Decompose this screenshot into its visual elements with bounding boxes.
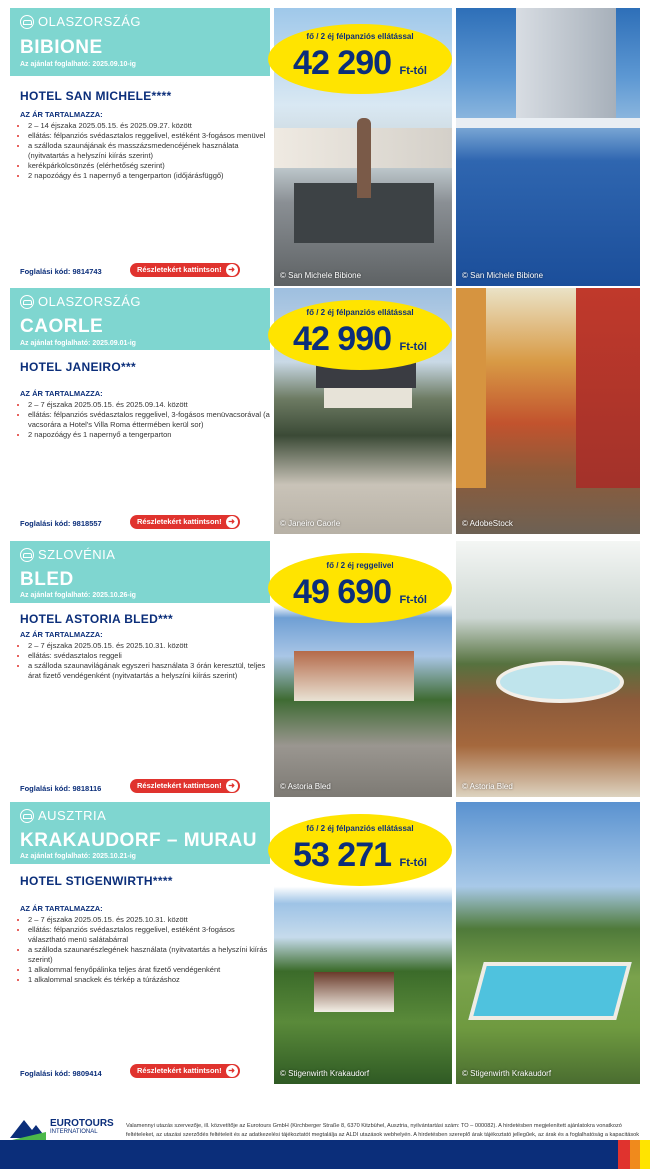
offer-card-caorle bbox=[0, 288, 650, 535]
includes-list bbox=[18, 641, 273, 681]
validity-text: Az ajánlat foglalható: 2025.09.01-ig bbox=[20, 340, 136, 347]
includes-title: AZ ÁR TARTALMAZZA: bbox=[20, 630, 103, 639]
validity-text: Az ajánlat foglalható: 2025.09.10-ig bbox=[20, 61, 136, 68]
list-item: • ellátás: félpanziós svédasztalos reggelivel, estéként 3-fogásos választható menü salátabárral bbox=[28, 925, 273, 945]
validity-text: Az ajánlat foglalható: 2025.10.26-ig bbox=[20, 592, 136, 599]
list-item: • 1 alkalommal snackek és térkép a túrázáshoz bbox=[28, 975, 273, 985]
list-item: • a szálloda szaunarészlegének használata (nyitvatartás a helyszíni kiírás szerint) bbox=[28, 945, 273, 965]
includes-title: AZ ÁR TARTALMAZZA: bbox=[20, 110, 103, 119]
includes-title: AZ ÁR TARTALMAZZA: bbox=[20, 904, 103, 913]
price-subtitle: fő / 2 éj félpanziós ellátással bbox=[306, 32, 414, 41]
photo-credit: © Astoria Bled bbox=[280, 782, 331, 791]
price-subtitle: fő / 2 éj félpanziós ellátással bbox=[306, 824, 414, 833]
brand-stripe-accent bbox=[612, 1140, 650, 1169]
list-item: • 1 alkalommal fenyőpálinka teljes árat fizető vendégenként bbox=[28, 965, 273, 975]
price-badge bbox=[268, 300, 452, 370]
hotel-name: HOTEL STIGENWIRTH**** bbox=[20, 874, 173, 888]
list-item: • 2 – 7 éjszaka 2025.05.15. és 2025.10.31. között bbox=[28, 641, 273, 651]
list-item: • ellátás: félpanziós svédasztalos reggelivel, 3-fogásos menüvacsorával (a vacsorára a Hotel's Villa Roma éttermében kerül sor) bbox=[28, 410, 273, 430]
includes-list bbox=[18, 915, 273, 985]
photo-credit: © San Michele Bibione bbox=[280, 271, 362, 280]
arrow-right-icon: ➜ bbox=[226, 516, 238, 528]
includes-list bbox=[18, 121, 273, 181]
photo-credit: © Astoria Bled bbox=[462, 782, 513, 791]
hotel-photo-2 bbox=[456, 288, 640, 534]
photo-credit: © Janeiro Caorle bbox=[280, 519, 341, 528]
photo-credit: © San Michele Bibione bbox=[462, 271, 544, 280]
arrow-right-icon: ➜ bbox=[226, 780, 238, 792]
logo-name: EUROTOURS bbox=[50, 1118, 114, 1129]
list-item: • kerékpárkölcsönzés (elérhetőség szerint) bbox=[28, 161, 273, 171]
car-icon bbox=[20, 295, 34, 309]
mountain-logo-icon bbox=[10, 1116, 46, 1140]
brand-stripe bbox=[0, 1140, 612, 1169]
photo-credit: © AdobeStock bbox=[462, 519, 513, 528]
city-title: BLED bbox=[20, 569, 74, 590]
country-label: SZLOVÉNIA bbox=[20, 547, 115, 562]
car-icon bbox=[20, 809, 34, 823]
logo-sub: INTERNATIONAL bbox=[50, 1129, 98, 1135]
photo-credit: © Stigenwirth Krakaudorf bbox=[280, 1069, 370, 1078]
price-badge bbox=[268, 24, 452, 94]
hotel-name: HOTEL JANEIRO*** bbox=[20, 360, 136, 374]
legal-text: Valamennyi utazás szervezője, ill. közvetítője az Eurotours GmbH (Kirchberger Straße 8, 6370 Kitzbühel, Ausztria, nyilvántartási szám: TO – 000082). A hirdetésben megjelenített ajánlatokra vonatkozó feltételeket, az utazási szerződés feltételeit és az adatkezelési tájékoztatót megtalálja az ALDI utazások webhelyén. A hirdetésben szereplő árak tájékoztató jellegűek, az árak és a foglalhatóság a kapacitások bbox=[126, 1123, 640, 1138]
includes-title: AZ ÁR TARTALMAZZA: bbox=[20, 389, 103, 398]
hotel-name: HOTEL ASTORIA BLED*** bbox=[20, 612, 173, 626]
price-value: 53 271 Ft-tól bbox=[293, 836, 427, 874]
city-title: CAORLE bbox=[20, 316, 104, 337]
hotel-photo-2 bbox=[456, 541, 640, 797]
country-label: OLASZORSZÁG bbox=[20, 294, 141, 309]
includes-list bbox=[18, 400, 273, 440]
photo-credit: © Stigenwirth Krakaudorf bbox=[462, 1069, 552, 1078]
hotel-photo-2 bbox=[456, 8, 640, 286]
country-label: OLASZORSZÁG bbox=[20, 14, 141, 29]
price-value: 49 690 Ft-tól bbox=[293, 573, 427, 611]
city-title: KRAKAUDORF – MURAU bbox=[20, 830, 257, 851]
list-item: • 2 napozóágy és 1 napernyő a tengerparton (időjárásfüggő) bbox=[28, 171, 273, 181]
offer-card-bibione bbox=[0, 8, 650, 286]
price-subtitle: fő / 2 éj reggelivel bbox=[326, 561, 394, 570]
car-icon bbox=[20, 15, 34, 29]
price-badge bbox=[268, 814, 452, 886]
list-item: • 2 – 14 éjszaka 2025.05.15. és 2025.09.27. között bbox=[28, 121, 273, 131]
details-button[interactable]: Részletekért kattintson! ➜ bbox=[130, 515, 240, 529]
booking-code: Foglalási kód: 9809414 bbox=[20, 1069, 102, 1078]
list-item: • 2 napozóágy és 1 napernyő a tengerparton bbox=[28, 430, 273, 440]
offer-card-bled bbox=[0, 541, 650, 797]
booking-code: Foglalási kód: 9818557 bbox=[20, 519, 102, 528]
details-button[interactable]: Részletekért kattintson! ➜ bbox=[130, 1064, 240, 1078]
list-item: • 2 – 7 éjszaka 2025.05.15. és 2025.09.14. között bbox=[28, 400, 273, 410]
price-badge bbox=[268, 553, 452, 623]
hotel-photo-2 bbox=[456, 802, 640, 1084]
list-item: • ellátás: félpanziós svédasztalos reggelivel, estéként 3-fogásos menüvel bbox=[28, 131, 273, 141]
list-item: • a szálloda szaunájának és masszázsmedencéjének használata (nyitvatartás a helyszíni kiírás szerint) bbox=[28, 141, 273, 161]
details-button[interactable]: Részletekért kattintson! ➜ bbox=[130, 263, 240, 277]
list-item: • 2 – 7 éjszaka 2025.05.15. és 2025.10.31. között bbox=[28, 915, 273, 925]
list-item: • ellátás: svédasztalos reggeli bbox=[28, 651, 273, 661]
city-title: BIBIONE bbox=[20, 37, 103, 58]
list-item: • a szálloda szaunavilágának egyszeri használata 3 órán keresztül, teljes árat fizető vendégenként (nyitvatartás a helyszíni kiírás szerint) bbox=[28, 661, 273, 681]
country-label: AUSZTRIA bbox=[20, 808, 106, 823]
offer-card-krakaudorf bbox=[0, 802, 650, 1084]
details-button[interactable]: Részletekért kattintson! ➜ bbox=[130, 779, 240, 793]
booking-code: Foglalási kód: 9814743 bbox=[20, 267, 102, 276]
booking-code: Foglalási kód: 9818116 bbox=[20, 784, 102, 793]
arrow-right-icon: ➜ bbox=[226, 1065, 238, 1077]
hotel-name: HOTEL SAN MICHELE**** bbox=[20, 89, 172, 103]
validity-text: Az ajánlat foglalható: 2025.10.21-ig bbox=[20, 853, 136, 860]
car-icon bbox=[20, 548, 34, 562]
price-value: 42 290 Ft-tól bbox=[293, 44, 427, 82]
price-subtitle: fő / 2 éj félpanziós ellátással bbox=[306, 308, 414, 317]
arrow-right-icon: ➜ bbox=[226, 264, 238, 276]
price-value: 42 990 Ft-tól bbox=[293, 320, 427, 358]
